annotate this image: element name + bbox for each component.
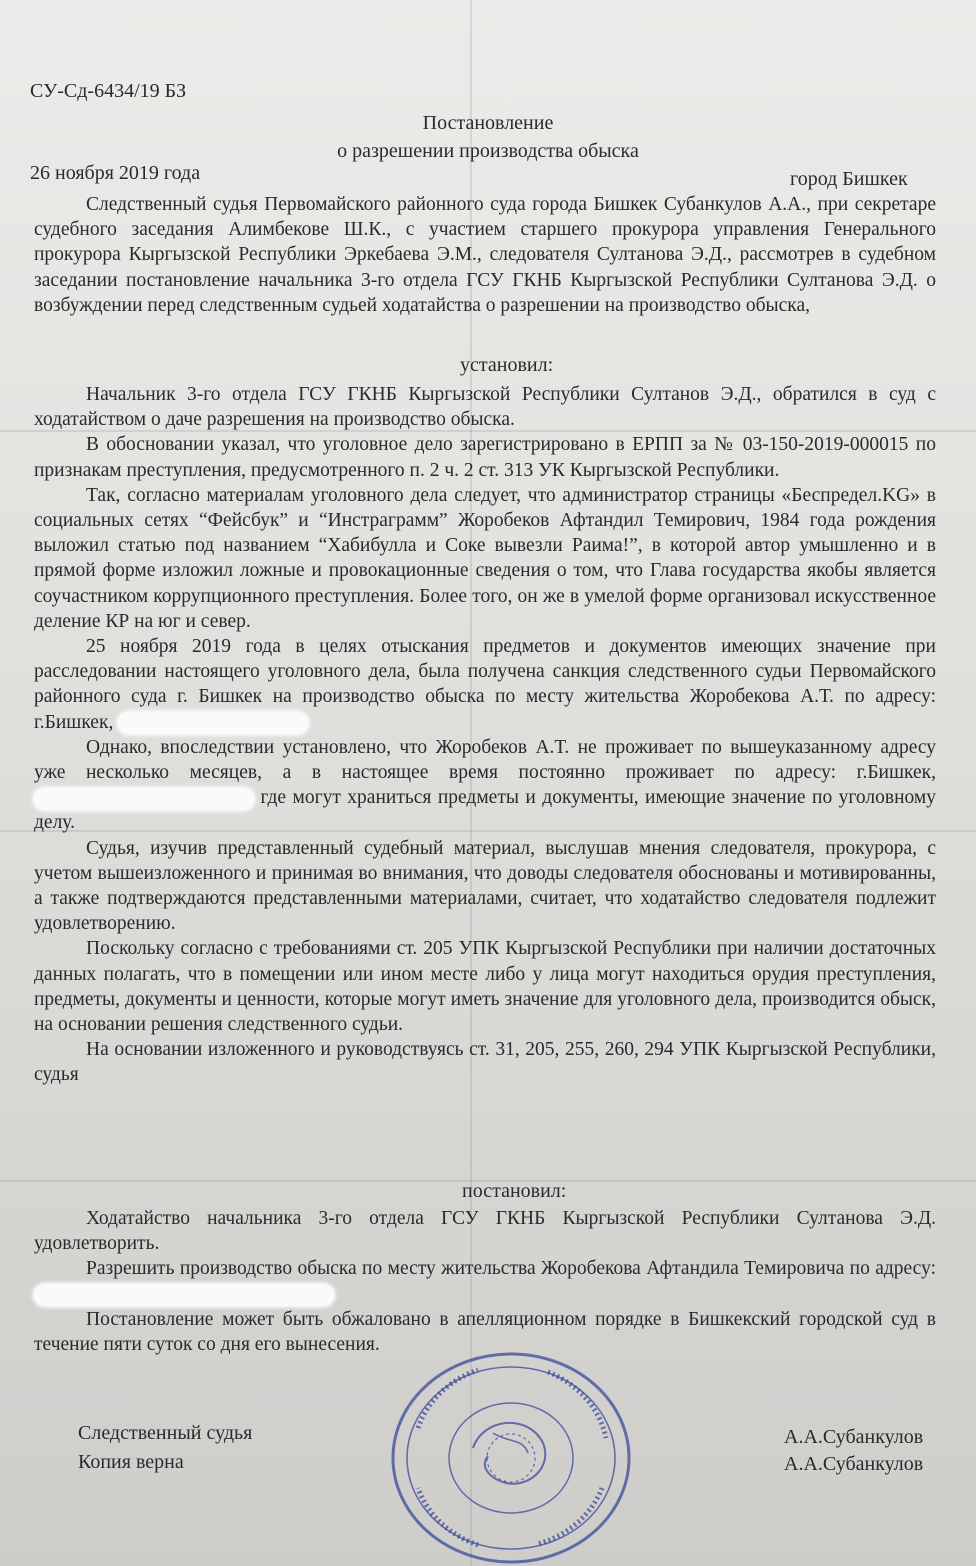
court-seal [388,1348,634,1566]
resolved-heading: постановил: [462,1180,567,1202]
paragraph-1: Начальник 3-го отдела ГСУ ГКНБ Кыргызской Республики Султанов Э.Д., обратился в суд с ходатайством о даче разрешения на производство обыска. [34,384,936,431]
decision-1: Ходатайство начальника 3-го отдела ГСУ ГКНБ Кыргызской Республики Султанова Э.Д. удовлетворить. [34,1208,936,1255]
body-text [34,382,936,1088]
document-date: 26 ноября 2019 года [30,162,201,184]
paragraph-3: Так, согласно материалам уголовного дела следует, что администратор страницы «Беспредел.KG» в социальных сетях “Фейсбук” и “Инстраграмм” Жоробеков Афтандил Темирович, 1984 года рождения выложил статью под названием “Хабибулла и Соке вывезли Раима!”, в которой автор умышленно и в прямой форме изложил ложные и провокационные сведения о том, что Глава государства якобы является соучастником коррупционного преступления. Более того, он же в умелой форме организовал искусственное деление КР на юг и север. [34,484,936,632]
paragraph-6: Судья, изучив представленный судебный материал, выслушав мнения следователя, прокурора, с учетом вышеизложенного и принимая во внимания, что доводы следователя обоснованы и мотивированны, а также подтверждаются представленными материалами, считает, что ходатайство следователя подлежит удовлетворению. [34,837,936,935]
paragraph-7: Поскольку согласно с требованиями ст. 205 УПК Кыргызской Республики при наличии достаточных данных полагать, что в помещении или ином месте либо у лица могут находиться орудия преступления, предметы, документы и ценности, которые могут иметь значение для уголовного дела, производится обыск, на основании решения следственного судьи. [34,938,936,1036]
decision-text [34,1206,936,1357]
document-subtitle: о разрешении производства обыска [337,140,639,162]
redacted-address [34,788,254,810]
document-city: город Бишкек [790,168,908,190]
paragraph-2: В обосновании указал, что уголовное дело зарегистрировано в ЕРПП за № 03-150-2019-000015 по признакам преступления, предусмотренного п. 2 ч. 2 ст. 313 УК Кыргызской Республики. [34,434,936,481]
signature-role-judge: Следственный судья [78,1422,253,1444]
redacted-address [34,1284,334,1306]
case-number: СУ-Сд-6434/19 БЗ [30,80,187,102]
signature-name-judge: А.А.Субанкулов [784,1426,924,1448]
signature-role-copy: Копия верна [78,1451,184,1473]
paragraph-5: Однако, впоследствии установлено, что Жоробеков А.Т. не проживает по вышеуказанному адресу уже несколько месяцев, а в настоящее время постоянно проживает по адресу: г.Бишкек, где могут храниться предметы и документы, имеющие значение по уголовному делу. [34,736,936,834]
document-title: Постановление [422,112,554,134]
intro-paragraph: Следственный судья Первомайского районного суда города Бишкек Субанкулов А.А., при секретаре судебного заседания Алимбекове Ш.К., с участием старшего прокурора управления Генерального прокурора Кыргызской Республики Эркебаева Э.М., следователя Султанова Э.Д., рассмотрев в судебном заседании постановление начальника 3-го отдела ГСУ ГКНБ Кыргызской Республики Султанова Э.Д. о возбуждении перед следственным судьей ходатайства о разрешении на производство обыска, [34,194,936,316]
established-heading: установил: [460,354,554,376]
signature-name-copy: А.А.Субанкулов [784,1453,924,1475]
paragraph-8: На основании изложенного и руководствуясь ст. 31, 205, 255, 260, 294 УПК Кыргызской Республики, судья [34,1039,936,1086]
decision-2: Разрешить производство обыска по месту жительства Жоробекова Афтандила Темировича по адресу: [34,1256,936,1306]
decision-3: Постановление может быть обжаловано в апелляционном порядке в Бишкекский городской суд в течение пяти суток со дня его вынесения. [34,1308,936,1356]
redacted-address [118,712,308,734]
paragraph-4: 25 ноября 2019 года в целях отыскания предметов и документов имеющих значение при расследовании настоящего уголовного дела, была получена санкция следственного судьи Первомайского районного суда г. Бишкек на производство обыска по месту жительства Жоробекова А.Т. по адресу: г.Бишкек, [34,636,936,733]
